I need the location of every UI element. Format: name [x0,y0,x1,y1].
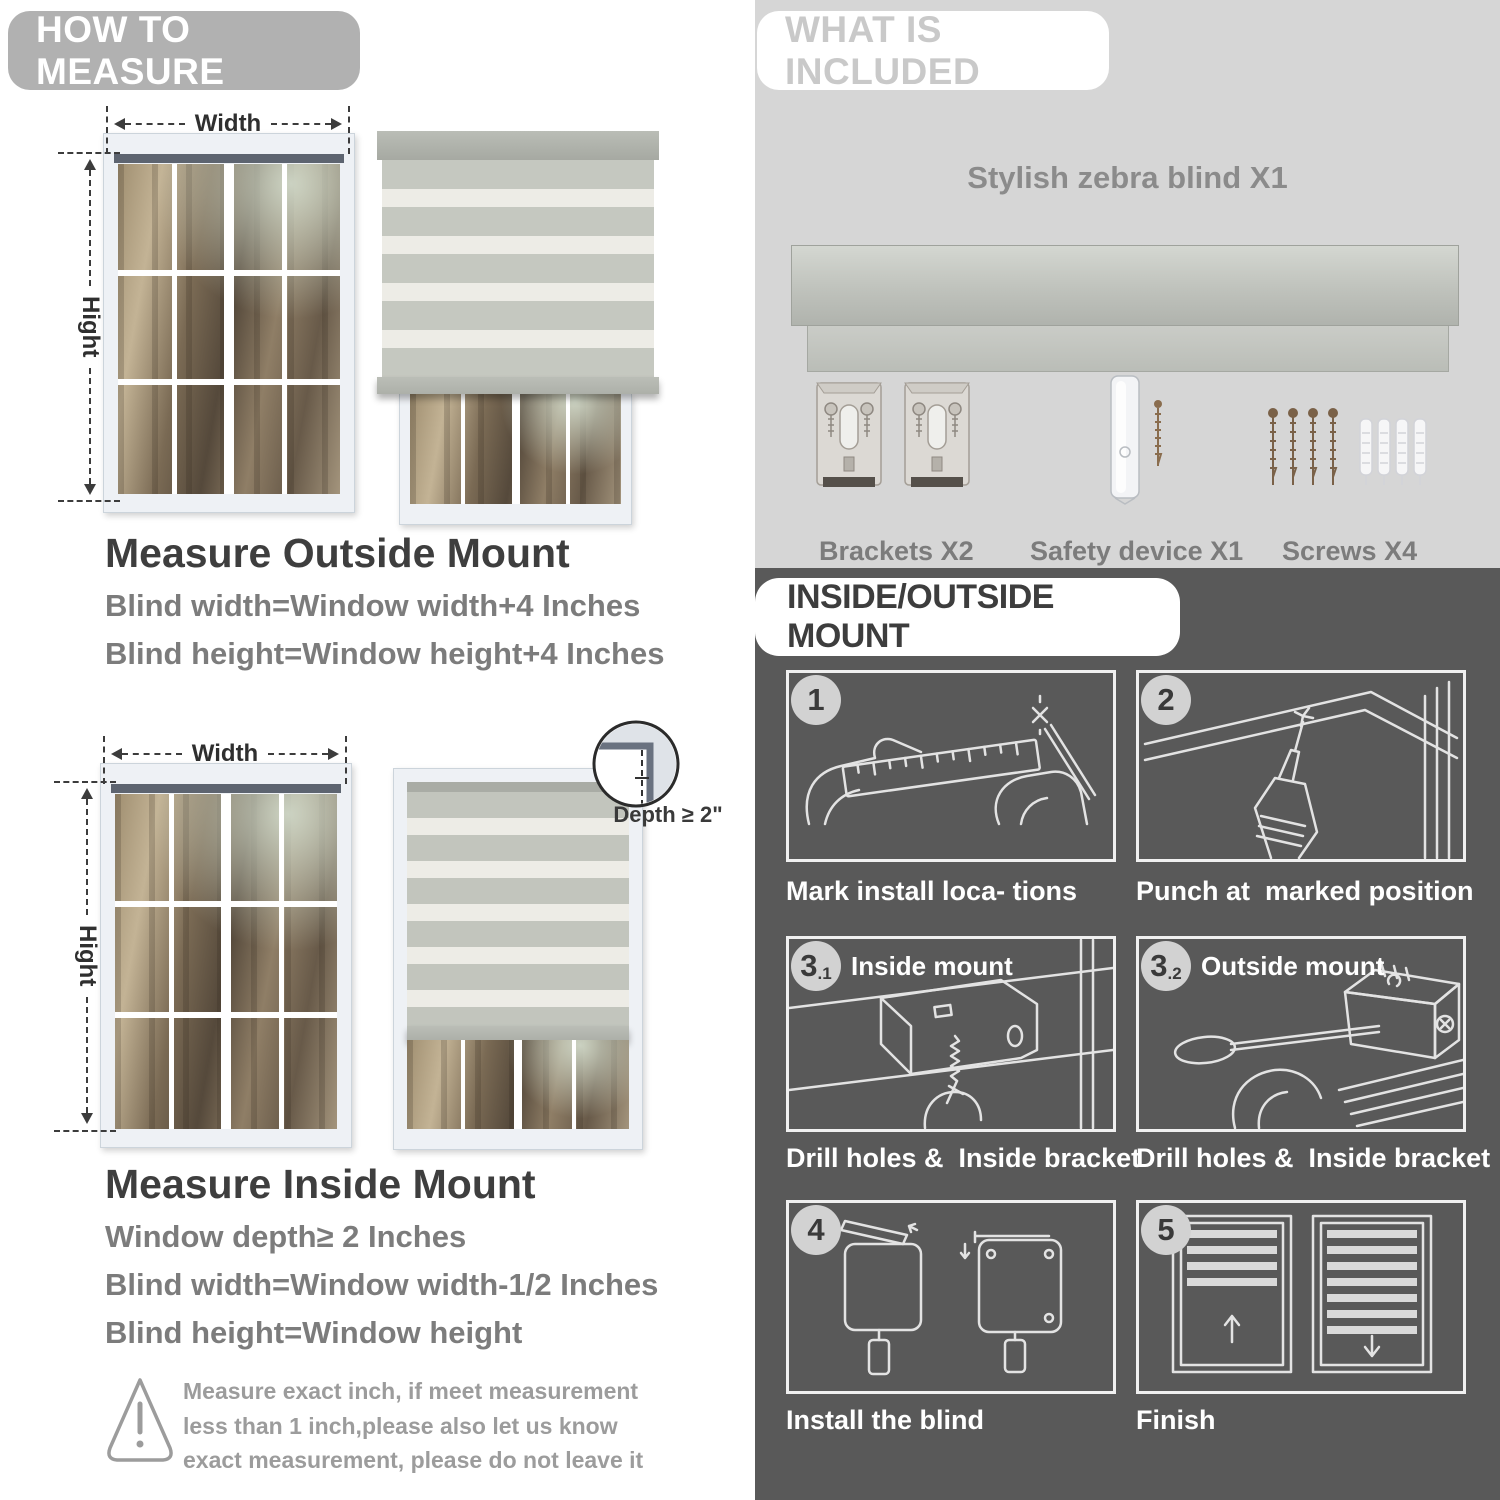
how-to-measure-title: HOW TO MEASURE [36,8,225,92]
outside-mount-line-1: Blind width=Window width+4 Inches [105,588,641,623]
window-top-track [111,784,341,793]
inside-mount-line-2: Blind width=Window width-1/2 Inches [105,1267,659,1302]
step-number-badge: 1 [791,675,841,725]
window-glass-photo [410,394,621,504]
window-muntin [115,1012,337,1018]
blind-bottom-rail [407,1026,629,1040]
arrow-up-icon [84,153,96,170]
inside-outside-mount-title: INSIDE/OUTSIDE MOUNT [787,578,1054,655]
arrow-up-icon [81,782,93,799]
step-caption-5: Finish [1136,1405,1216,1435]
inside-outside-mount-panel [755,568,1500,1500]
window-muntin [118,379,340,385]
step-caption-3-1: Drill holes & Inside bracket [786,1143,1141,1173]
arrow-down-icon [81,1113,93,1130]
step-panel-5 [1136,1200,1466,1394]
outside-mount-step-label: Outside mount [1201,951,1385,981]
width-arrow [105,740,345,767]
what-is-included-header [757,8,1109,92]
arrow-right-icon [328,748,345,760]
height-label: Hight [77,296,104,358]
width-tick [345,736,347,784]
inside-mount-line-3: Blind height=Window height [105,1315,523,1350]
screws-icon [1265,405,1430,505]
width-tick [348,106,350,154]
inside-outside-mount-header [755,578,1180,656]
window-muntin [169,794,174,1129]
window-mullion [512,394,520,504]
what-is-included-title: WHAT IS INCLUDED [785,8,981,92]
window-glass-photo [115,794,337,1129]
window-muntin [118,270,340,276]
step-panel-4 [786,1200,1116,1394]
window-glass-photo [407,1040,629,1129]
screws-label: Screws X4 [1282,536,1418,566]
outside-mount-line-2: Blind height=Window height+4 Inches [105,636,665,671]
zebra-blind-headrail-image [791,245,1459,326]
window-muntin [461,1040,465,1129]
height-arrow [77,153,104,501]
height-tick [54,1130,116,1132]
window-top-track [114,154,344,163]
window-glass-photo [118,164,340,494]
what-is-included-panel [755,0,1500,568]
window-muntin [115,901,337,907]
outside-mount-window-illustration [103,133,355,513]
safety-device-icon [1105,372,1175,508]
step-panel-1 [786,670,1116,862]
depth-label: Depth ≥ 2" [613,802,723,827]
zebra-blind-stripes [382,160,654,377]
depth-callout-icon [590,718,682,810]
inside-mount-window-illustration [100,763,352,1148]
height-arrow [74,782,101,1130]
step-caption-3-2: Drill holes & Inside bracket [1136,1143,1491,1173]
width-label: Width [191,740,259,767]
blind-bottom-rail [377,377,659,394]
outside-mount-window-behind [399,393,632,525]
step-caption-2: Punch at marked position [1136,876,1474,906]
zebra-blind-valance-image [807,326,1449,372]
step-number-badge: 4 [791,1205,841,1255]
step-caption-1: Mark install loca- tions [786,876,1078,906]
step-number-badge: 3 .2 [1141,941,1191,991]
step-panel-3-2 [1136,936,1466,1132]
blind-headrail [377,131,659,160]
step-caption-4: Install the blind [786,1405,985,1435]
step-panel-2 [1136,670,1466,862]
window-muntin [572,1040,576,1129]
step-panel-3-1 [786,936,1116,1132]
brackets-icon [813,375,978,507]
arrow-left-icon [105,748,122,760]
inside-mount-title: Measure Inside Mount [105,1161,536,1207]
outside-mount-title: Measure Outside Mount [105,530,570,576]
how-to-measure-header [8,8,360,92]
height-label: Hight [74,925,101,987]
window-mullion [221,794,231,1129]
step-number-badge: 5 [1141,1205,1191,1255]
step-number-badge: 2 [1141,675,1191,725]
window-mullion [514,1040,522,1129]
arrow-right-icon [331,118,348,130]
warning-triangle-icon [104,1372,176,1466]
width-label: Width [194,110,262,137]
arrow-down-icon [84,484,96,501]
width-arrow [108,110,348,137]
step-number-badge: 3 .1 [791,941,841,991]
inside-mount-line-1: Window depth≥ 2 Inches [105,1219,467,1254]
window-muntin [172,164,177,494]
brackets-label: Brackets X2 [819,536,974,566]
window-muntin [566,394,570,504]
zebra-blind-quantity-label: Stylish zebra blind X1 [967,160,1288,195]
window-muntin [461,394,465,504]
arrow-left-icon [108,118,125,130]
window-muntin [279,794,284,1129]
inside-mount-step-label: Inside mount [851,951,1013,981]
measure-warning-note: Measure exact inch, if meet measurement less than 1 inch,please also let us know exact measurement, please do not leave it [183,1378,644,1473]
safety-device-label: Safety device X1 [1030,536,1244,566]
window-mullion [224,164,234,494]
window-muntin [282,164,287,494]
